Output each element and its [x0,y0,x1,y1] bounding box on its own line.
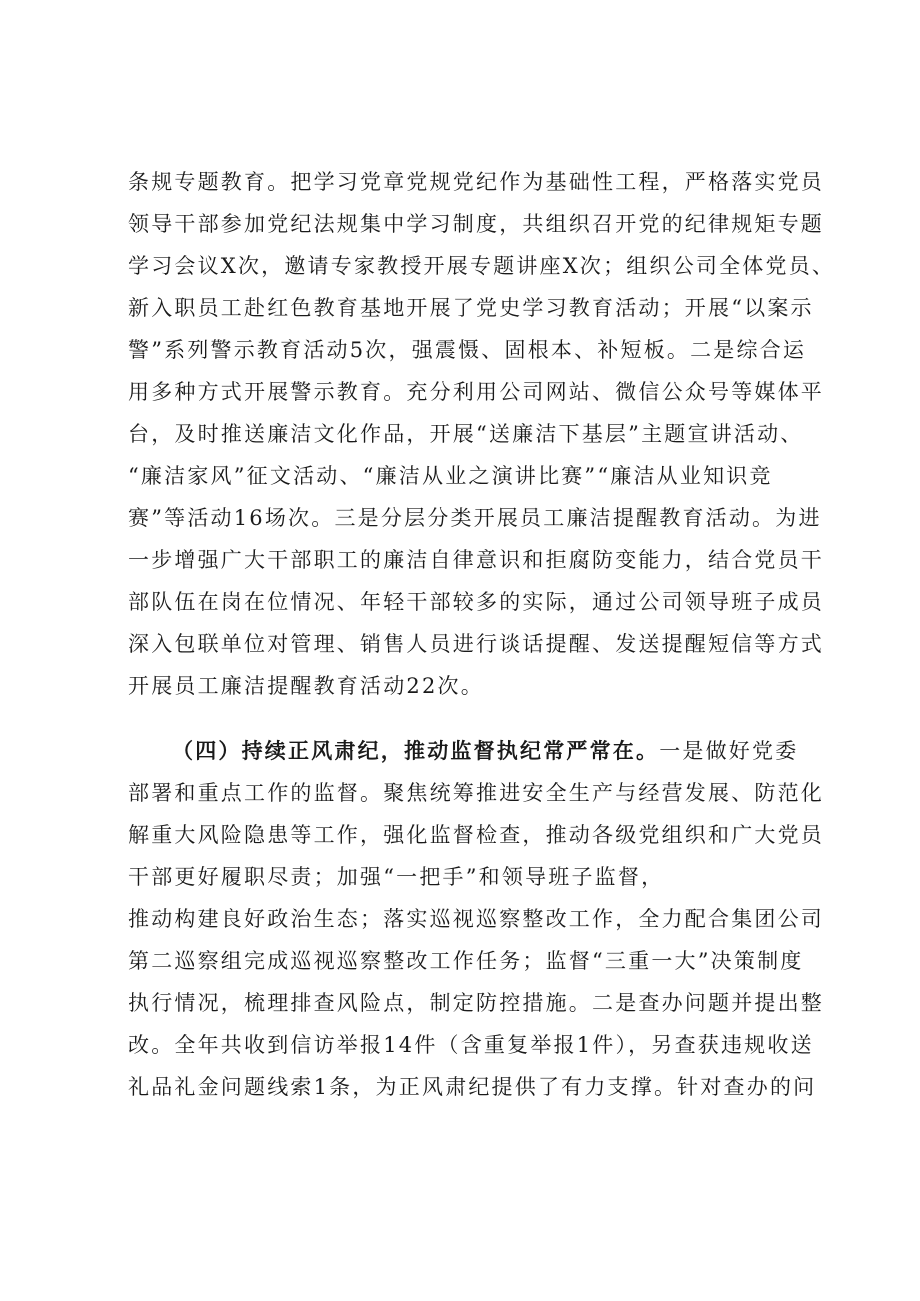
paragraph-1-line: 赛”等活动16场次。三是分层分类开展员工廉洁提醒教育活动。为进 [128,506,822,530]
paragraph-1-line: 学习会议X次，邀请专家教授开展专题讲座X次；组织公司全体党员、 [128,254,836,278]
paragraph-2-line: 礼品礼金问题线索1条，为正风肃纪提供了有力支撑。针对查办的问 [128,1075,817,1099]
paragraph-1-line: “廉洁家风”征文活动、“廉洁从业之演讲比赛”“廉洁从业知识竞 [128,464,773,488]
paragraph-1 [128,161,836,707]
paragraph-2-first-line [128,730,828,772]
section-heading: （四）持续正风肃纪，推动监督执纪常严常在。 [172,738,660,763]
paragraph-2-line: 第二巡察组完成巡视巡察整改工作任务；监督“三重一大”决策制度 [128,949,804,973]
paragraph-1-line: 一步增强广大干部职工的廉洁自律意识和拒腐防变能力，结合党员干 [128,548,824,572]
paragraph-1-line: 台，及时推送廉洁文化作品，开展“送廉洁下基层”主题宣讲活动、 [128,422,804,446]
section-heading-rest: 一是做好党委 [659,739,799,763]
paragraph-1-line: 领导干部参加党纪法规集中学习制度，共组织召开党的纪律规矩专题 [128,212,824,236]
paragraph-1-line: 警”系列警示教育活动5次，强震慑、固根本、补短板。二是综合运 [128,338,807,362]
paragraph-2-line: 干部更好履职尽责；加强“一把手”和领导班子监督， [128,865,665,889]
paragraph-2-line: 推动构建良好政治生态；落实巡视巡察整改工作，全力配合集团公司 [128,907,824,931]
paragraph-2 [128,730,828,1108]
paragraph-1-line: 部队伍在岗在位情况、年轻干部较多的实际，通过公司领导班子成员 [128,590,824,614]
paragraph-1-line: 新入职员工赴红色教育基地开展了党史学习教育活动；开展“以案示 [128,296,814,320]
paragraph-1-line: 条规专题教育。把学习党章党规党纪作为基础性工程，严格落实党员 [128,170,824,194]
paragraph-1-line: 用多种方式开展警示教育。充分利用公司网站、微信公众号等媒体平 [128,380,824,404]
paragraph-1-line: 深入包联单位对管理、销售人员进行谈话提醒、发送提醒短信等方式 [128,632,824,656]
paragraph-2-line: 执行情况，梳理排查风险点，制定防控措施。二是查办问题并提出整 [128,991,824,1015]
paragraph-1-line: 开展员工廉洁提醒教育活动22次。 [128,674,484,698]
paragraph-2-line: 部署和重点工作的监督。聚焦统筹推进安全生产与经营发展、防范化 [128,781,824,805]
paragraph-2-line: 改。全年共收到信访举报14件（含重复举报1件），另查获违规收送 [128,1033,814,1057]
paragraph-2-line: 解重大风险隐患等工作，强化监督检查，推动各级党组织和广大党员 [128,823,824,847]
